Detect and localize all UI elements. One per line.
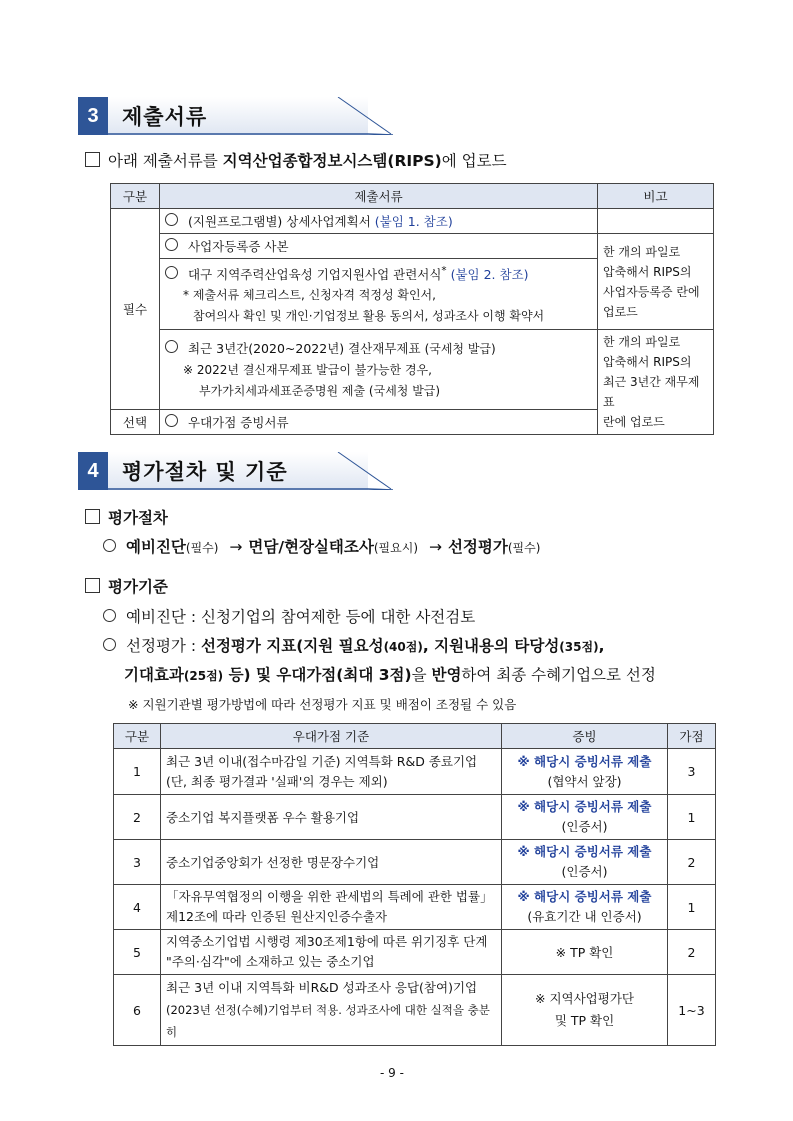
table-cell: 우대가점 증빙서류 xyxy=(160,410,598,435)
arrow-icon: → xyxy=(428,538,442,556)
table-row: 1 최근 3년 이내(접수마감일 기준) 지역특화 R&D 종료기업 (단, 최종 평가결과 '실패'의 경우는 제외) ※ 해당시 증빙서류 제출 (협약서 앞장) 3 xyxy=(114,749,716,795)
arrow-icon: → xyxy=(229,538,243,556)
procedure-heading: 평가절차 xyxy=(85,506,168,528)
table-row: 4 「자유무역협정의 이행을 위한 관세법의 특례에 관한 법률」 제12조에 따라 인증된 원산지인증수출자 ※ 해당시 증빙서류 제출 (유효기간 내 인증서) 1 xyxy=(114,885,716,930)
checkbox-square-icon xyxy=(85,509,100,524)
table-cell: (지원프로그램별) 상세사업계획서 (붙임 1. 참조) xyxy=(160,209,598,234)
circle-bullet-icon xyxy=(165,266,178,279)
circle-bullet-icon xyxy=(103,609,116,622)
table-header: 비고 xyxy=(598,184,714,209)
circle-bullet-icon xyxy=(165,340,178,353)
circle-bullet-icon xyxy=(165,213,178,226)
table-cell: 최근 3년간(2020~2022년) 결산재무제표 (국세청 발급) ※ 2022년 결신재무제표 발급이 불가능한 경우, 부가가치세과세표준증명원 제출 (국세청 발급) xyxy=(160,330,598,410)
criteria-2: 선정평가 : 선정평가 지표(지원 필요성(40점), 지원내용의 타당성(35점), xyxy=(103,634,604,656)
table-cell: 대구 지역주력산업육성 기업지원사업 관련서식* (붙임 2. 참조) * 제출서류 체크리스트, 신청자격 적정성 확인서, 참여의사 확인 및 개인·기업정보 활용 동의서, 성과조사 이행 확약서 xyxy=(160,259,598,330)
checkbox-square-icon xyxy=(85,578,100,593)
table-row: 2 중소기업 복지플랫폼 우수 활용기업 ※ 해당시 증빙서류 제출 (인증서) 1 xyxy=(114,795,716,840)
s3-intro: 아래 제출서류를 지역산업종합정보시스템(RIPS)에 업로드 xyxy=(85,149,507,171)
table-row: 6 최근 3년 이내 지역특화 비R&D 성과조사 응답(참여)기업 (2023년 선정(수혜)기업부터 적용. 성과조사에 대한 실적을 충분히 ※ 지역사업평가단 및 TP 확인 1~3 xyxy=(114,975,716,1046)
page-number: - 9 - xyxy=(380,1066,404,1080)
bonus-points-table xyxy=(113,723,716,1046)
table-header: 우대가점 기준 xyxy=(161,724,502,749)
category-cell: 필수 xyxy=(111,209,160,410)
criteria-note: ※ 지원기관별 평가방법에 따라 선정평가 지표 및 배점이 조정될 수 있음 xyxy=(128,697,517,712)
table-header: 증빙 xyxy=(502,724,668,749)
circle-bullet-icon xyxy=(103,638,116,651)
table-header: 제출서류 xyxy=(160,184,598,209)
procedure-steps: 예비진단(필수) → 면담/현장실태조사(필요시) → 선정평가(필수) xyxy=(103,535,540,557)
section-title: 제출서류 xyxy=(122,105,208,129)
criteria-2-cont: 기대효과(25점) 등) 및 우대가점(최대 3점)을 반영하여 최종 수혜기업으로 선정 xyxy=(124,666,656,684)
table-header: 구분 xyxy=(111,184,160,209)
table-row: 5 지역중소기업법 시행령 제30조제1항에 따른 위기징후 단계 "주의·심각"에 소재하고 있는 중소기업 ※ TP 확인 2 xyxy=(114,930,716,975)
section-4-header xyxy=(78,452,393,490)
circle-bullet-icon xyxy=(165,238,178,251)
circle-bullet-icon xyxy=(165,414,178,427)
note-cell: 한 개의 파일로 압축해서 RIPS의 최근 3년간 재무제표 란에 업로드 xyxy=(598,330,714,435)
table-header: 구분 xyxy=(114,724,161,749)
table-cell: 사업자등록증 사본 xyxy=(160,234,598,259)
section-number: 4 xyxy=(78,452,108,490)
section-3-header xyxy=(78,97,393,135)
category-cell: 선택 xyxy=(111,410,160,435)
criteria-1: 예비진단 : 신청기업의 참여제한 등에 대한 사전검토 xyxy=(103,605,475,627)
section-title: 평가절차 및 기준 xyxy=(122,460,288,484)
required-documents-table xyxy=(110,183,714,435)
checkbox-square-icon xyxy=(85,152,100,167)
table-row: 3 중소기업중앙회가 선정한 명문장수기업 ※ 해당시 증빙서류 제출 (인증서) 2 xyxy=(114,840,716,885)
circle-bullet-icon xyxy=(103,539,116,552)
section-number: 3 xyxy=(78,97,108,135)
note-cell: 한 개의 파일로 압축해서 RIPS의 사업자등록증 란에 업로드 xyxy=(598,234,714,330)
criteria-heading: 평가기준 xyxy=(85,575,168,597)
table-header: 가점 xyxy=(668,724,716,749)
